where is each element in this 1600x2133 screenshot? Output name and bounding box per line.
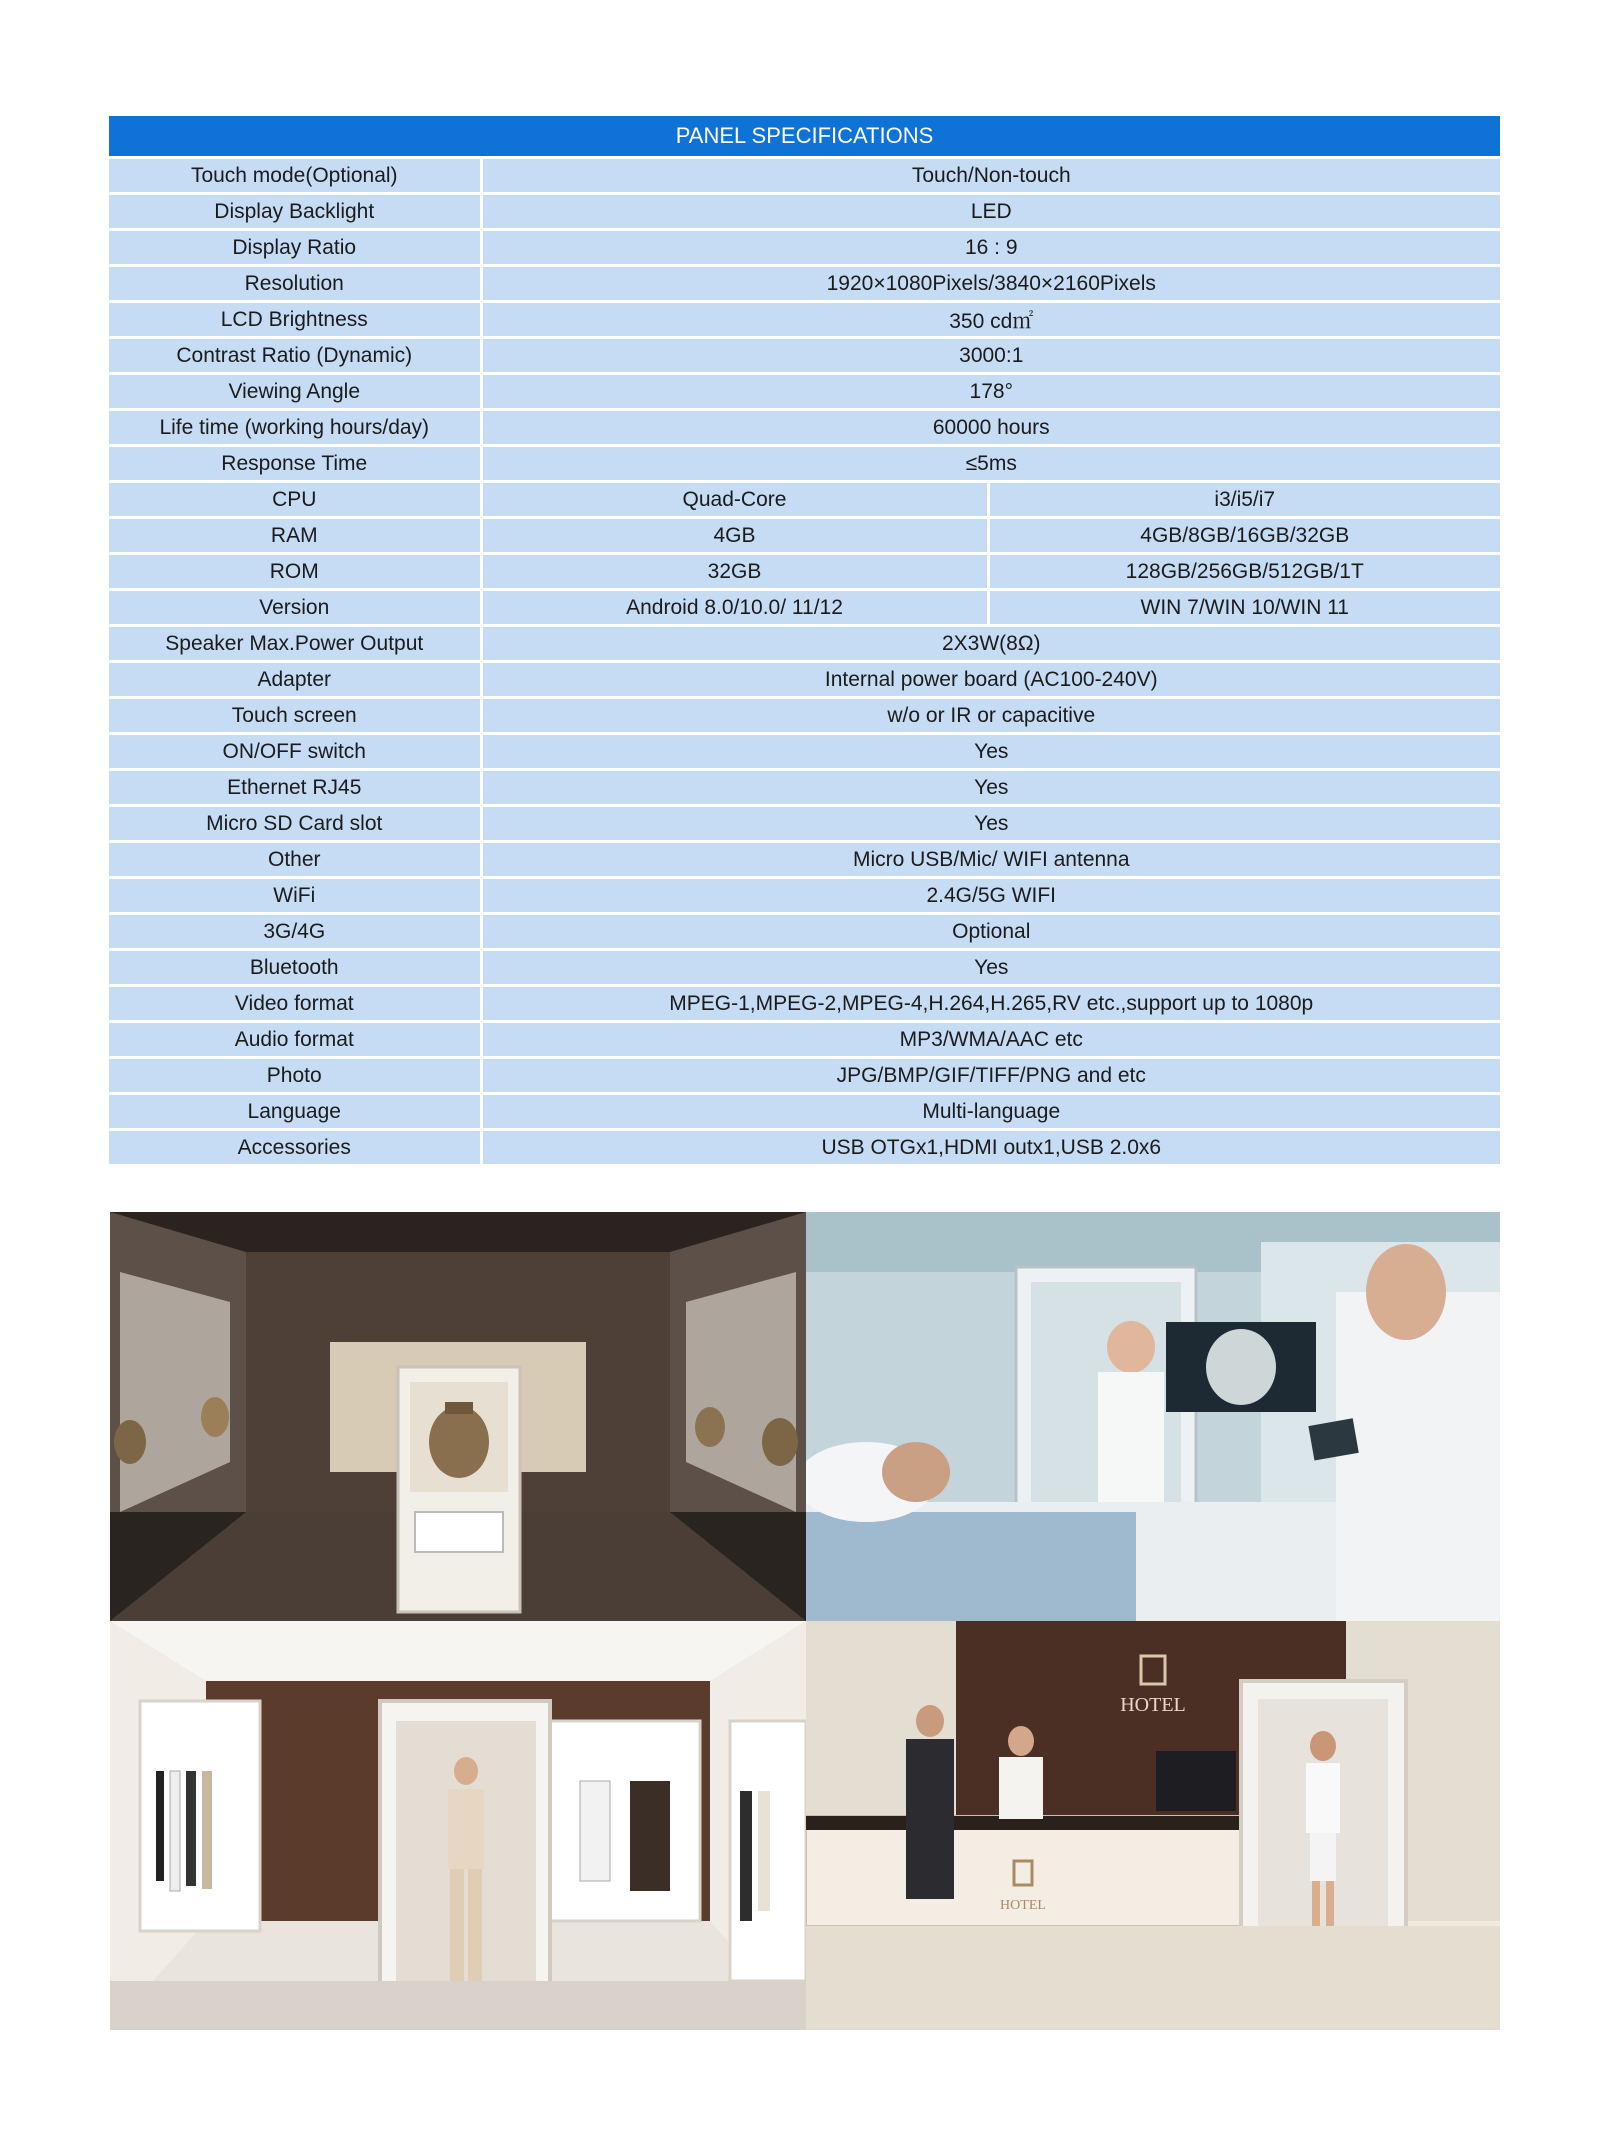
spec-value: MPEG-1,MPEG-2,MPEG-4,H.264,H.265,RV etc.,support up to 1080p — [481, 986, 1500, 1022]
spec-value: w/o or IR or capacitive — [481, 698, 1500, 734]
spec-label: Response Time — [109, 446, 481, 482]
spec-value: JPG/BMP/GIF/TIFF/PNG and etc — [481, 1058, 1500, 1094]
spec-label: RAM — [109, 518, 481, 554]
spec-value: Multi-language — [481, 1094, 1500, 1130]
spec-row-viewing-angle — [109, 374, 1500, 410]
table-header-row — [109, 116, 1500, 158]
spec-value-android: 32GB — [481, 554, 988, 590]
spec-value: 16 : 9 — [481, 230, 1500, 266]
spec-label: Version — [109, 590, 481, 626]
spec-row-life-time-working-hours-day — [109, 410, 1500, 446]
spec-value: 2X3W(8Ω) — [481, 626, 1500, 662]
spec-value: USB OTGx1,HDMI outx1,USB 2.0x6 — [481, 1130, 1500, 1165]
spec-label: Audio format — [109, 1022, 481, 1058]
hospital-photo — [806, 1212, 1500, 1621]
spec-row-photo — [109, 1058, 1500, 1094]
spec-value: 1920×1080Pixels/3840×2160Pixels — [481, 266, 1500, 302]
spec-row-response-time — [109, 446, 1500, 482]
spec-row-audio-format — [109, 1022, 1500, 1058]
hotel-sign: HOTEL — [1120, 1694, 1186, 1716]
spec-value-windows: WIN 7/WIN 10/WIN 11 — [988, 590, 1500, 626]
spec-row-ram — [109, 518, 1500, 554]
spec-row-video-format — [109, 986, 1500, 1022]
spec-label: ROM — [109, 554, 481, 590]
spec-label: Adapter — [109, 662, 481, 698]
spec-value: 3000:1 — [481, 338, 1500, 374]
spec-row-version — [109, 590, 1500, 626]
spec-row-bluetooth — [109, 950, 1500, 986]
spec-row-micro-sd-card-slot — [109, 806, 1500, 842]
spec-label: Touch mode(Optional) — [109, 158, 481, 194]
spec-value-android: Quad-Core — [481, 482, 988, 518]
spec-value: Yes — [481, 806, 1500, 842]
spec-label: Display Ratio — [109, 230, 481, 266]
spec-row-on-off-switch — [109, 734, 1500, 770]
spec-value: LED — [481, 194, 1500, 230]
spec-row-cpu — [109, 482, 1500, 518]
spec-row-resolution — [109, 266, 1500, 302]
spec-row-ethernet-rj45 — [109, 770, 1500, 806]
spec-label: Contrast Ratio (Dynamic) — [109, 338, 481, 374]
spec-value: 60000 hours — [481, 410, 1500, 446]
spec-label: ON/OFF switch — [109, 734, 481, 770]
spec-value: Internal power board (AC100-240V) — [481, 662, 1500, 698]
hotel-photo — [806, 1621, 1500, 2030]
spec-row-display-ratio — [109, 230, 1500, 266]
spec-row-speaker-max-power-output — [109, 626, 1500, 662]
spec-value: Micro USB/Mic/ WIFI antenna — [481, 842, 1500, 878]
spec-value: Touch/Non-touch — [481, 158, 1500, 194]
spec-label: CPU — [109, 482, 481, 518]
spec-label: LCD Brightness — [109, 302, 481, 338]
spec-row-touch-mode-optional — [109, 158, 1500, 194]
spec-label: Language — [109, 1094, 481, 1130]
photo-grid — [110, 1212, 1500, 2030]
spec-value: Yes — [481, 734, 1500, 770]
spec-value-windows: 4GB/8GB/16GB/32GB — [988, 518, 1500, 554]
hotel-counter-sign: HOTEL — [1000, 1898, 1046, 1913]
spec-row-rom — [109, 554, 1500, 590]
spec-value: Yes — [481, 770, 1500, 806]
spec-row-3g-4g — [109, 914, 1500, 950]
spec-value: 350 cd㎡ — [481, 302, 1500, 338]
spec-value-windows: 128GB/256GB/512GB/1T — [988, 554, 1500, 590]
table-title: PANEL SPECIFICATIONS — [109, 116, 1500, 158]
spec-row-display-backlight — [109, 194, 1500, 230]
spec-label: Speaker Max.Power Output — [109, 626, 481, 662]
spec-value: 2.4G/5G WIFI — [481, 878, 1500, 914]
spec-row-lcd-brightness — [109, 302, 1500, 338]
spec-value-windows: i3/i5/i7 — [988, 482, 1500, 518]
spec-row-language — [109, 1094, 1500, 1130]
spec-label: WiFi — [109, 878, 481, 914]
spec-row-other — [109, 842, 1500, 878]
spec-value: Yes — [481, 950, 1500, 986]
spec-label: Bluetooth — [109, 950, 481, 986]
spec-row-wifi — [109, 878, 1500, 914]
spec-label: Video format — [109, 986, 481, 1022]
spec-row-touch-screen — [109, 698, 1500, 734]
spec-label: Accessories — [109, 1130, 481, 1165]
spec-value: ≤5ms — [481, 446, 1500, 482]
spec-table — [109, 116, 1500, 1164]
spec-label: Micro SD Card slot — [109, 806, 481, 842]
spec-label: Touch screen — [109, 698, 481, 734]
spec-label: Resolution — [109, 266, 481, 302]
spec-label: Ethernet RJ45 — [109, 770, 481, 806]
spec-value: 178° — [481, 374, 1500, 410]
spec-label: Viewing Angle — [109, 374, 481, 410]
museum-photo — [110, 1212, 806, 1621]
spec-value-android: Android 8.0/10.0/ 11/12 — [481, 590, 988, 626]
spec-label: Life time (working hours/day) — [109, 410, 481, 446]
spec-label: Other — [109, 842, 481, 878]
spec-value: MP3/WMA/AAC etc — [481, 1022, 1500, 1058]
spec-label: 3G/4G — [109, 914, 481, 950]
spec-label: Display Backlight — [109, 194, 481, 230]
spec-row-accessories — [109, 1130, 1500, 1165]
spec-value-android: 4GB — [481, 518, 988, 554]
spec-row-adapter — [109, 662, 1500, 698]
spec-row-contrast-ratio-dynamic — [109, 338, 1500, 374]
spec-value: Optional — [481, 914, 1500, 950]
spec-label: Photo — [109, 1058, 481, 1094]
clothing-store-photo — [110, 1621, 806, 2030]
